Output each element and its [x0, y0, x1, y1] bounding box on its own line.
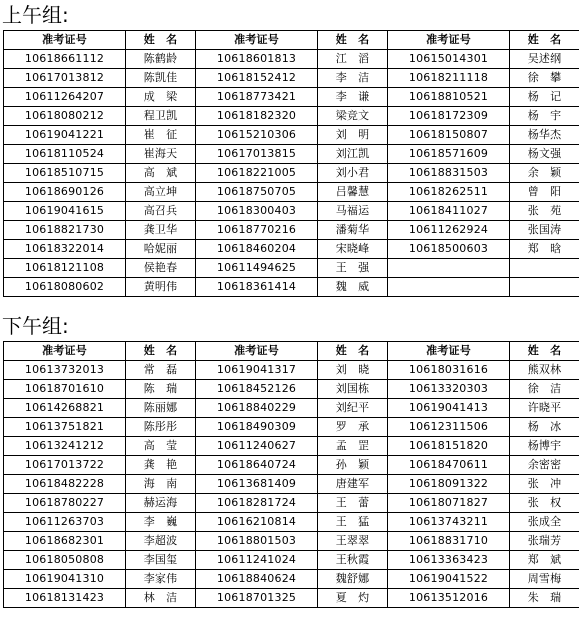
exam-id-cell: 10618071827 [388, 494, 510, 513]
exam-id-cell: 10618470611 [388, 456, 510, 475]
exam-id-cell: 10618701610 [4, 380, 126, 399]
exam-id-cell: 10618661112 [4, 50, 126, 69]
exam-id-cell: 10618262511 [388, 183, 510, 202]
name-cell: 张成全 [510, 513, 579, 532]
exam-id-cell: 10618831710 [388, 532, 510, 551]
name-cell: 龚 艳 [126, 456, 196, 475]
name-cell: 李 巍 [126, 513, 196, 532]
exam-id-cell: 10616210814 [196, 513, 318, 532]
name-cell: 侯艳春 [126, 259, 196, 278]
table-row [4, 69, 579, 88]
table-row [4, 513, 579, 532]
name-cell: 刘 晓 [318, 361, 388, 380]
name-cell: 林 洁 [126, 589, 196, 608]
name-cell: 郑 斌 [510, 551, 579, 570]
exam-id-cell: 10611240627 [196, 437, 318, 456]
exam-id-cell: 10612311506 [388, 418, 510, 437]
exam-id-cell: 10618300403 [196, 202, 318, 221]
name-cell: 徐 攀 [510, 69, 579, 88]
exam-id-cell: 10618801503 [196, 532, 318, 551]
table-row [4, 456, 579, 475]
table-row [4, 107, 579, 126]
name-cell: 刘国栋 [318, 380, 388, 399]
exam-id-cell: 10615014301 [388, 50, 510, 69]
exam-id-cell: 10618152412 [196, 69, 318, 88]
exam-id-cell: 10618080602 [4, 278, 126, 297]
name-cell: 许晓平 [510, 399, 579, 418]
name-cell: 周雪梅 [510, 570, 579, 589]
exam-id-cell: 10619041310 [4, 570, 126, 589]
table-row [4, 259, 579, 278]
name-cell: 张国涛 [510, 221, 579, 240]
table-row [4, 278, 579, 297]
name-cell: 潘菊华 [318, 221, 388, 240]
name-cell: 张 权 [510, 494, 579, 513]
name-cell: 陈彤彤 [126, 418, 196, 437]
exam-id-cell: 10618460204 [196, 240, 318, 259]
table-row [4, 494, 579, 513]
name-cell: 王 猛 [318, 513, 388, 532]
name-cell: 梁竞文 [318, 107, 388, 126]
name-header: 姓 名 [318, 342, 388, 361]
name-cell: 龚卫华 [126, 221, 196, 240]
exam-id-cell: 10618690126 [4, 183, 126, 202]
exam-id-cell: 10619041413 [388, 399, 510, 418]
exam-id-cell: 10611241024 [196, 551, 318, 570]
header-row [4, 342, 579, 361]
table-row [4, 240, 579, 259]
exam-id-cell: 10618322014 [4, 240, 126, 259]
name-cell: 吕馨慧 [318, 183, 388, 202]
table-row [4, 183, 579, 202]
name-cell: 常 磊 [126, 361, 196, 380]
exam-id-cell: 10618131423 [4, 589, 126, 608]
name-cell [510, 259, 579, 278]
name-cell: 孙 颖 [318, 456, 388, 475]
exam-id-cell: 10611264207 [4, 88, 126, 107]
name-cell: 张瑞芳 [510, 532, 579, 551]
name-cell: 陈丽娜 [126, 399, 196, 418]
exam-id-cell: 10618780227 [4, 494, 126, 513]
name-cell: 魏舒娜 [318, 570, 388, 589]
exam-id-cell: 10618750705 [196, 183, 318, 202]
name-cell: 余密密 [510, 456, 579, 475]
exam-id-cell: 10618182320 [196, 107, 318, 126]
name-cell: 李国玺 [126, 551, 196, 570]
exam-id-cell: 10618510715 [4, 164, 126, 183]
header-row [4, 31, 579, 50]
name-cell: 陈 瑞 [126, 380, 196, 399]
name-cell: 张 苑 [510, 202, 579, 221]
name-cell: 刘纪平 [318, 399, 388, 418]
name-cell: 唐建军 [318, 475, 388, 494]
exam-id-header: 准考证号 [388, 31, 510, 50]
name-cell: 余 颖 [510, 164, 579, 183]
name-cell: 李 洁 [318, 69, 388, 88]
exam-id-cell: 10618500603 [388, 240, 510, 259]
exam-id-cell: 10618080212 [4, 107, 126, 126]
table-row [4, 589, 579, 608]
name-cell: 高召兵 [126, 202, 196, 221]
name-cell: 李家伟 [126, 570, 196, 589]
table-row [4, 570, 579, 589]
exam-id-cell: 10618640724 [196, 456, 318, 475]
name-cell: 高 斌 [126, 164, 196, 183]
exam-id-header: 准考证号 [196, 342, 318, 361]
name-cell: 王 强 [318, 259, 388, 278]
exam-id-cell: 10614268821 [4, 399, 126, 418]
name-cell: 江 滔 [318, 50, 388, 69]
exam-id-cell: 10618821730 [4, 221, 126, 240]
afternoon-group-table [3, 341, 579, 608]
name-cell: 黄明伟 [126, 278, 196, 297]
table-row [4, 380, 579, 399]
table-row [4, 88, 579, 107]
name-cell: 刘 明 [318, 126, 388, 145]
name-header: 姓 名 [510, 342, 579, 361]
exam-id-header: 准考证号 [4, 342, 126, 361]
exam-id-cell [388, 278, 510, 297]
name-cell: 陈凯佳 [126, 69, 196, 88]
name-header: 姓 名 [318, 31, 388, 50]
exam-id-cell: 10611262924 [388, 221, 510, 240]
exam-id-cell: 10613681409 [196, 475, 318, 494]
table-row [4, 164, 579, 183]
name-cell: 李超波 [126, 532, 196, 551]
exam-id-cell: 10618682301 [4, 532, 126, 551]
table-row [4, 221, 579, 240]
exam-id-header: 准考证号 [388, 342, 510, 361]
name-cell: 高 莹 [126, 437, 196, 456]
exam-id-cell: 10618031616 [388, 361, 510, 380]
exam-id-cell: 10618361414 [196, 278, 318, 297]
exam-id-cell: 10613512016 [388, 589, 510, 608]
exam-id-cell: 10618452126 [196, 380, 318, 399]
name-cell: 杨博宇 [510, 437, 579, 456]
exam-id-cell: 10618050808 [4, 551, 126, 570]
name-cell: 王 蕾 [318, 494, 388, 513]
name-cell: 李 谦 [318, 88, 388, 107]
name-cell: 王翠翠 [318, 532, 388, 551]
exam-id-cell: 10618221005 [196, 164, 318, 183]
exam-id-cell: 10618601813 [196, 50, 318, 69]
exam-id-cell: 10613751821 [4, 418, 126, 437]
table-row [4, 437, 579, 456]
name-header: 姓 名 [126, 342, 196, 361]
exam-id-cell: 10619041615 [4, 202, 126, 221]
exam-id-cell: 10618211118 [388, 69, 510, 88]
name-cell: 海 南 [126, 475, 196, 494]
table-row [4, 532, 579, 551]
name-cell: 魏 威 [318, 278, 388, 297]
exam-id-cell: 10618411027 [388, 202, 510, 221]
name-cell: 杨华杰 [510, 126, 579, 145]
exam-id-cell: 10617013812 [4, 69, 126, 88]
name-cell: 杨文强 [510, 145, 579, 164]
name-cell: 曾 阳 [510, 183, 579, 202]
exam-id-cell: 10613363423 [388, 551, 510, 570]
name-cell: 程卫凯 [126, 107, 196, 126]
name-cell: 郑 晗 [510, 240, 579, 259]
name-cell: 宋晓峰 [318, 240, 388, 259]
name-header: 姓 名 [126, 31, 196, 50]
exam-id-cell: 10618482228 [4, 475, 126, 494]
exam-id-cell: 10618571609 [388, 145, 510, 164]
exam-id-cell: 10613743211 [388, 513, 510, 532]
exam-id-cell: 10617013815 [196, 145, 318, 164]
exam-id-cell: 10615210306 [196, 126, 318, 145]
exam-id-cell: 10619041317 [196, 361, 318, 380]
name-cell: 朱 瑞 [510, 589, 579, 608]
exam-id-cell: 10618810521 [388, 88, 510, 107]
exam-id-cell: 10619041522 [388, 570, 510, 589]
exam-id-cell: 10618831503 [388, 164, 510, 183]
name-cell: 张 冲 [510, 475, 579, 494]
name-cell: 孟 罡 [318, 437, 388, 456]
name-cell: 高立坤 [126, 183, 196, 202]
name-cell: 王秋霞 [318, 551, 388, 570]
exam-id-cell: 10618840624 [196, 570, 318, 589]
exam-id-cell: 10618091322 [388, 475, 510, 494]
exam-id-cell: 10618151820 [388, 437, 510, 456]
exam-id-cell: 10618172309 [388, 107, 510, 126]
name-cell: 杨 冰 [510, 418, 579, 437]
table-row [4, 399, 579, 418]
table-row [4, 202, 579, 221]
name-cell: 徐 洁 [510, 380, 579, 399]
name-cell: 陈鹤龄 [126, 50, 196, 69]
name-cell: 杨 宇 [510, 107, 579, 126]
name-cell: 成 梁 [126, 88, 196, 107]
name-cell: 哈妮丽 [126, 240, 196, 259]
exam-id-cell: 10618150807 [388, 126, 510, 145]
exam-id-cell [388, 259, 510, 278]
table-row [4, 145, 579, 164]
exam-id-cell: 10618281724 [196, 494, 318, 513]
exam-id-cell: 10618701325 [196, 589, 318, 608]
exam-id-cell: 10618490309 [196, 418, 318, 437]
exam-id-cell: 10619041221 [4, 126, 126, 145]
name-cell: 崔 征 [126, 126, 196, 145]
exam-id-cell: 10617013722 [4, 456, 126, 475]
name-cell: 杨 记 [510, 88, 579, 107]
name-cell [510, 278, 579, 297]
morning-group-title: 上午组: [2, 3, 69, 27]
name-cell: 罗 承 [318, 418, 388, 437]
name-cell: 熊双林 [510, 361, 579, 380]
exam-id-cell: 10613241212 [4, 437, 126, 456]
exam-id-cell: 10618110524 [4, 145, 126, 164]
name-cell: 刘江凯 [318, 145, 388, 164]
exam-id-cell: 10613732013 [4, 361, 126, 380]
table-row [4, 475, 579, 494]
exam-id-cell: 10618773421 [196, 88, 318, 107]
morning-group-table [3, 30, 579, 297]
exam-id-header: 准考证号 [196, 31, 318, 50]
exam-id-cell: 10613320303 [388, 380, 510, 399]
table-row [4, 361, 579, 380]
name-cell: 赫运海 [126, 494, 196, 513]
exam-id-cell: 10618770216 [196, 221, 318, 240]
name-cell: 吴述纲 [510, 50, 579, 69]
table-row [4, 418, 579, 437]
exam-id-cell: 10618840229 [196, 399, 318, 418]
exam-id-cell: 10611494625 [196, 259, 318, 278]
exam-id-cell: 10611263703 [4, 513, 126, 532]
table-row [4, 551, 579, 570]
name-cell: 刘小君 [318, 164, 388, 183]
table-row [4, 126, 579, 145]
exam-id-cell: 10618121108 [4, 259, 126, 278]
table-row [4, 50, 579, 69]
afternoon-group-title: 下午组: [2, 314, 69, 338]
name-cell: 马福运 [318, 202, 388, 221]
name-cell: 崔海天 [126, 145, 196, 164]
name-cell: 夏 灼 [318, 589, 388, 608]
name-header: 姓 名 [510, 31, 579, 50]
exam-id-header: 准考证号 [4, 31, 126, 50]
